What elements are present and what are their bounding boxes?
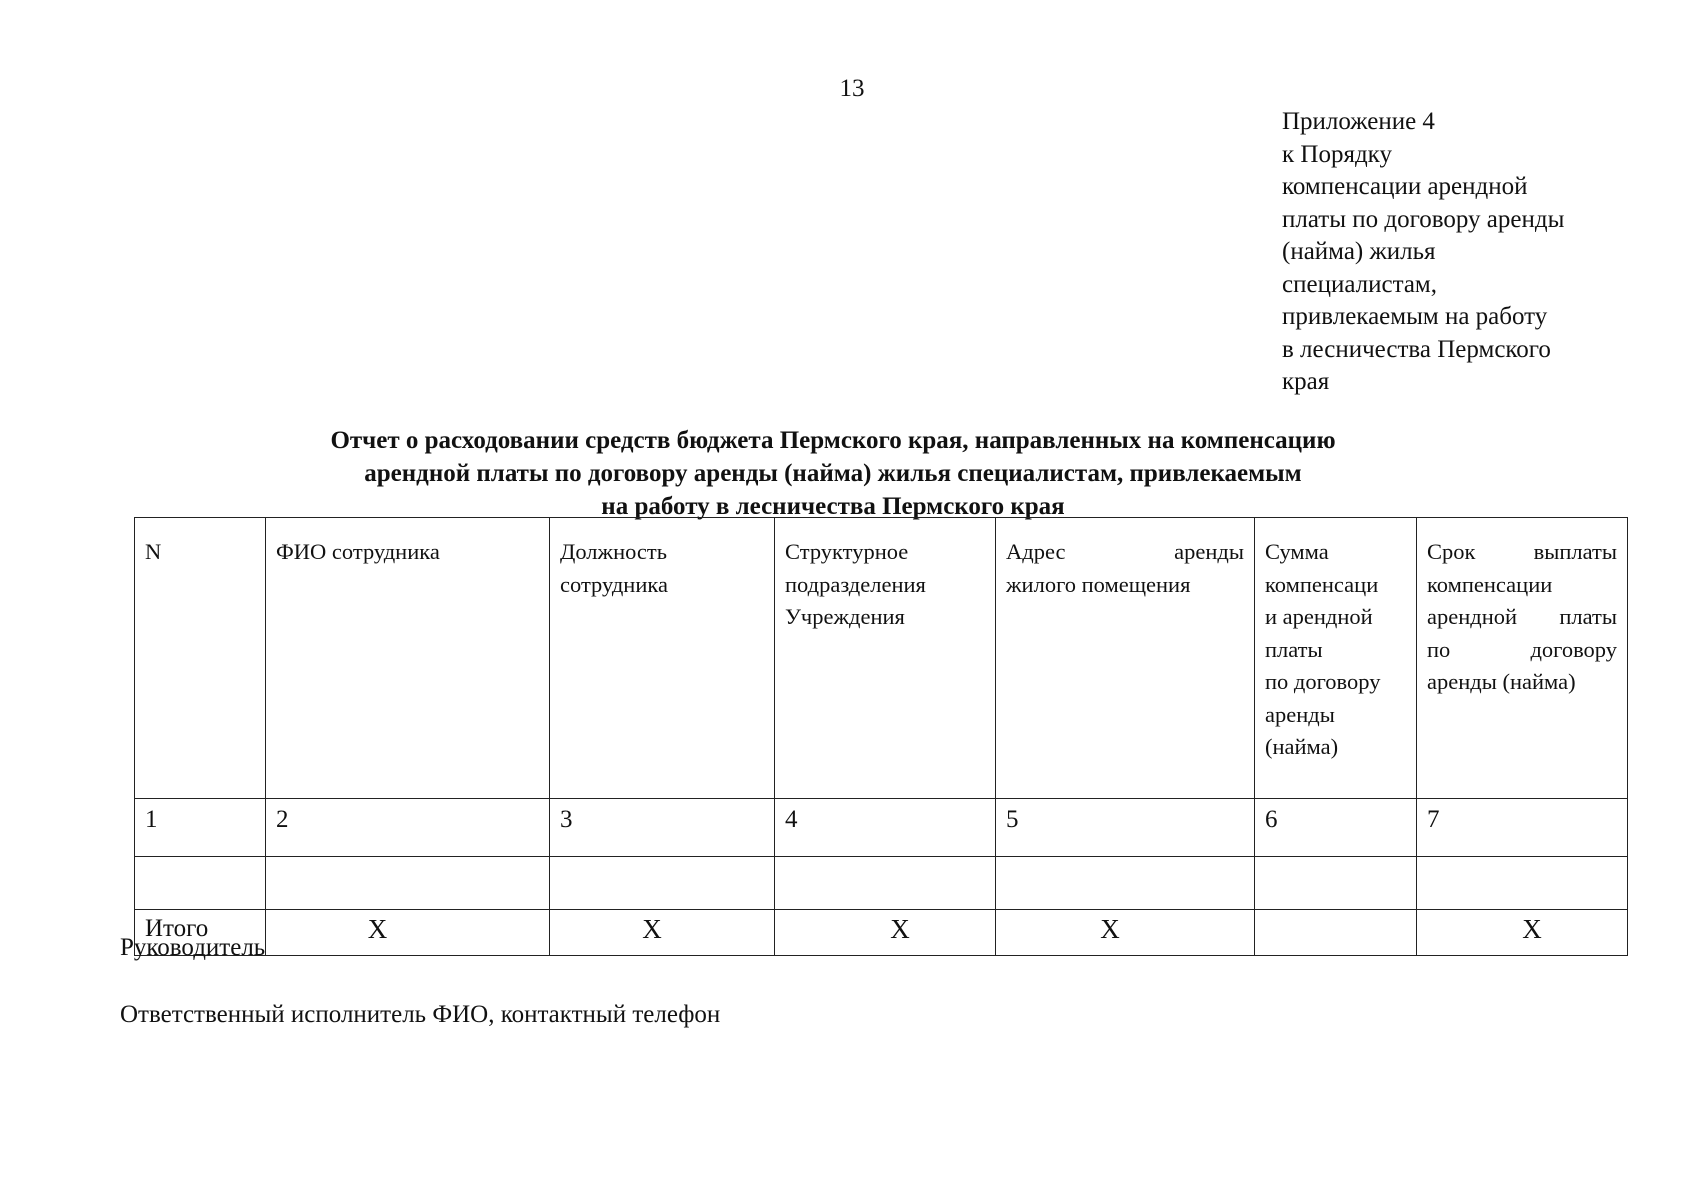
cross-mark: X (642, 914, 662, 944)
appendix-line: (найма) жилья (1282, 238, 1436, 265)
appendix-note (1282, 106, 1612, 399)
report-title-line: арендной платы по договору аренды (найма) жилья специалистам, привлекаемым (364, 460, 1302, 487)
appendix-line: платы по договору аренды (1282, 205, 1565, 233)
cross-mark: X (1100, 914, 1120, 944)
total-cell (775, 910, 996, 956)
header-employee-name: ФИО сотрудника (266, 518, 550, 799)
column-number-row (135, 799, 1628, 857)
empty-cell (135, 857, 266, 910)
header-payment-period: Срок выплаты компенсации арендной платы по договору аренды (найма) (1417, 518, 1628, 799)
column-number: 4 (775, 799, 996, 857)
column-number: 7 (1417, 799, 1628, 857)
empty-cell (1417, 857, 1628, 910)
executor-contact: Ответственный исполнитель ФИО, контактный телефон (120, 1001, 721, 1028)
table-header-row (135, 518, 1628, 799)
appendix-line: края (1282, 368, 1330, 395)
column-number: 6 (1255, 799, 1417, 857)
total-cell (550, 910, 775, 956)
table-row (135, 857, 1628, 910)
column-number: 1 (135, 799, 266, 857)
header-rental-address: Адрес аренды жилого помещения (996, 518, 1255, 799)
header-compensation-amount: Сумма компенсаци и арендной платы по договору аренды (найма) (1255, 518, 1417, 799)
empty-cell (996, 857, 1255, 910)
head-signature: Руководитель (120, 934, 266, 961)
total-cell (1255, 910, 1417, 956)
column-number: 3 (550, 799, 775, 857)
appendix-line: Приложение 4 (1282, 108, 1435, 135)
cross-mark: X (1522, 914, 1542, 944)
total-label: Итого (135, 910, 266, 956)
appendix-line: компенсации арендной (1282, 173, 1528, 200)
total-cell (1417, 910, 1628, 956)
empty-cell (266, 857, 550, 910)
cross-mark: X (367, 914, 388, 944)
total-row (135, 910, 1628, 956)
total-cell (996, 910, 1255, 956)
column-number: 5 (996, 799, 1255, 857)
empty-cell (1255, 857, 1417, 910)
empty-cell (550, 857, 775, 910)
appendix-line: в лесничества Пермского (1282, 335, 1551, 363)
report-table (134, 517, 1628, 956)
header-number: N (135, 518, 266, 799)
total-cell (266, 910, 550, 956)
cross-mark: X (890, 914, 910, 944)
appendix-line: привлекаемым на работу (1282, 303, 1548, 330)
appendix-line: специалистам, (1282, 270, 1437, 298)
page-number: 13 (839, 75, 865, 102)
header-department: Структурное подразделения Учреждения (775, 518, 996, 799)
appendix-line: к Порядку (1282, 140, 1392, 168)
report-title-line: на работу в лесничества Пермского края (601, 493, 1065, 520)
column-number: 2 (266, 799, 550, 857)
header-position: Должность сотрудника (550, 518, 775, 799)
report-title-line: Отчет о расходовании средств бюджета Пермского края, направленных на компенсацию (330, 427, 1336, 454)
empty-cell (775, 857, 996, 910)
report-title (200, 424, 1466, 523)
